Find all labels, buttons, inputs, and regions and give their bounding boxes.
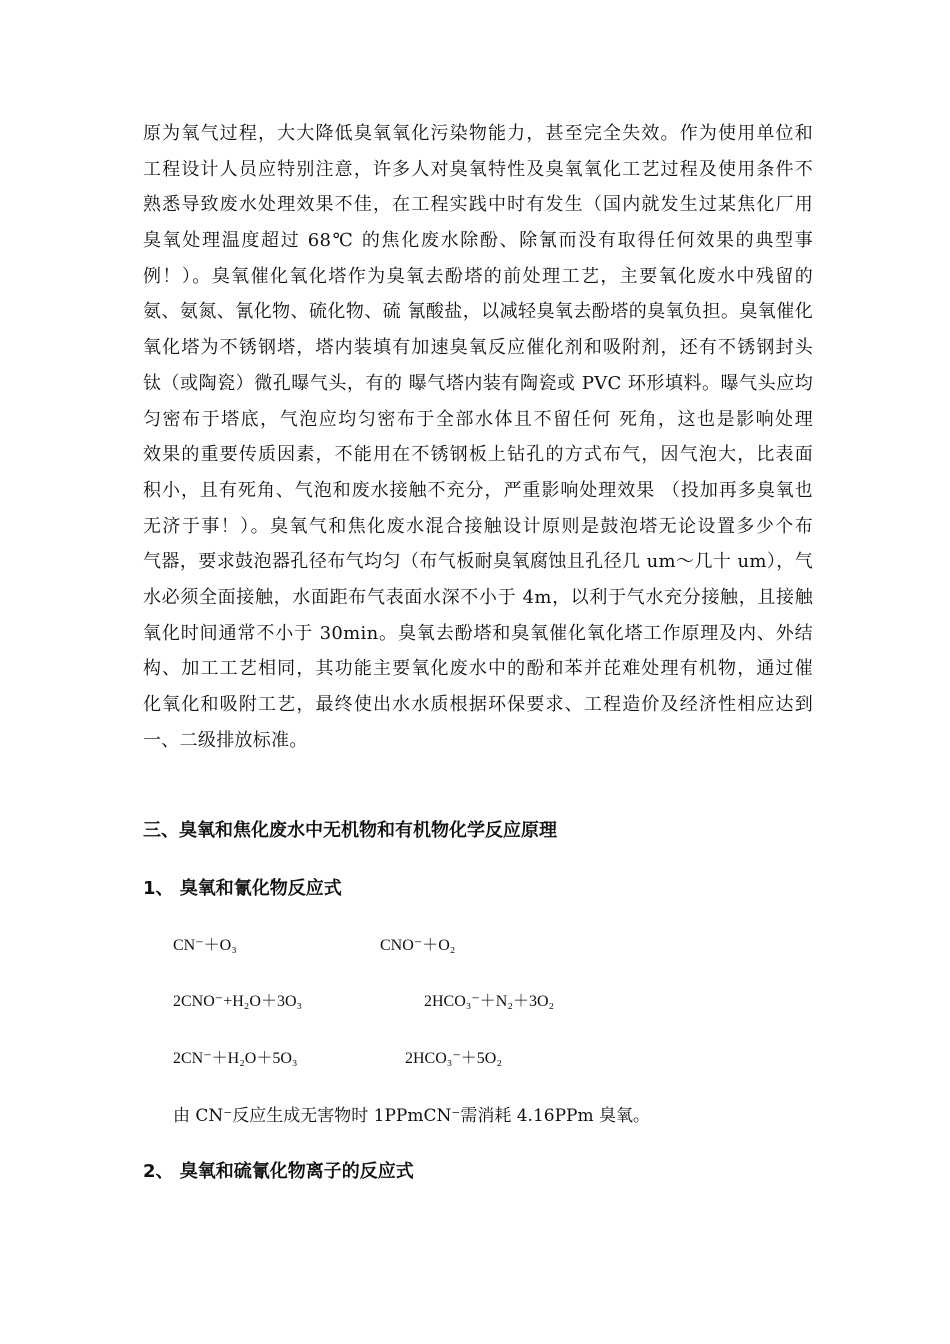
subsection-heading-cyanide: 1、 臭氧和氰化物反应式 xyxy=(143,878,342,899)
ozone-consumption-note: 由 CN⁻反应生成无害物时 1PPmCN⁻需消耗 4.16PPm 臭氧。 xyxy=(173,1106,650,1126)
paragraph-line: 钛（或陶瓷）微孔曝气头，有的 曝气塔内装有陶瓷或 PVC 环形填料。曝气头应均 xyxy=(143,372,813,394)
paragraph-line: 化氧化和吸附工艺，最终使出水水质根据环保要求、工程造价及经济性相应达到 xyxy=(143,694,813,715)
paragraph-line: 水必须全面接触，水面距布气表面水深不小于 4m，以利于气水充分接触，且接触 xyxy=(143,586,813,608)
paragraph-line: 匀密布于塔底，气泡应均匀密布于全部水体且不留任何 死角，这也是影响处理 xyxy=(143,408,813,430)
paragraph-line: 氧化塔为不锈钢塔，塔内装填有加速臭氧反应催化剂和吸附剂，还有不锈钢封头 xyxy=(143,337,813,359)
equation-right: 2HCO₃⁻＋N₂＋3O₂ xyxy=(424,993,555,1010)
paragraph-line: 例！）。臭氧催化氧化塔作为臭氧去酚塔的前处理工艺，主要氧化废水中残留的 xyxy=(143,265,813,287)
equation-right: 2HCO₃⁻＋5O₂ xyxy=(405,1050,502,1067)
paragraph-line: 积小，且有死角、气泡和废水接触不充分，严重影响处理效果 （投加再多臭氧也 xyxy=(143,479,813,501)
paragraph-line: 气器，要求鼓泡器孔径布气均匀（布气板耐臭氧腐蚀且孔径几 um～几十 um），气 xyxy=(143,551,813,573)
paragraph-line: 工程设计人员应特别注意，许多人对臭氧特性及臭氧氧化工艺过程及使用条件不 xyxy=(143,158,813,180)
paragraph-line: 原为氧气过程，大大降低臭氧氧化污染物能力，甚至完全失效。作为使用单位和 xyxy=(143,123,813,144)
paragraph-line: 无济于事！）。臭氧气和焦化废水混合接触设计原则是鼓泡塔无论设置多少个布 xyxy=(143,515,813,537)
paragraph-line: 一、二级排放标准。 xyxy=(143,729,308,751)
equation-right: CNO⁻＋O₂ xyxy=(380,937,456,954)
body-paragraph xyxy=(143,116,813,758)
equation-left: 2CN⁻＋H₂O＋5O₃ xyxy=(173,1050,298,1067)
paragraph-line: 氨、氨氮、氰化物、硫化物、硫 氰酸盐，以减轻臭氧去酚塔的臭氧负担。臭氧催化 xyxy=(143,301,813,323)
paragraph-line: 熟悉导致废水处理效果不佳，在工程实践中时有发生（国内就发生过某焦化厂用 xyxy=(143,194,813,216)
subsection-heading-thiocyanate: 2、 臭氧和硫氰化物离子的反应式 xyxy=(143,1161,414,1182)
equation-left: CN⁻＋O₃ xyxy=(173,937,237,954)
paragraph-line: 构、加工工艺相同，其功能主要氧化废水中的酚和苯并芘难处理有机物，通过催 xyxy=(143,658,813,680)
paragraph-line: 效果的重要传质因素，不能用在不锈钢板上钻孔的方式布气，因气泡大，比表面 xyxy=(143,444,813,466)
section-heading: 三、臭氧和焦化废水中无机物和有机物化学反应原理 xyxy=(143,820,557,841)
paragraph-line: 臭氧处理温度超过 68℃ 的焦化废水除酚、除氰而没有取得任何效果的典型事 xyxy=(143,230,813,252)
paragraph-line: 氧化时间通常不小于 30min。臭氧去酚塔和臭氧催化氧化塔工作原理及内、外结 xyxy=(143,622,813,644)
equation-left: 2CNO⁻+H₂O＋3O₃ xyxy=(173,993,303,1010)
